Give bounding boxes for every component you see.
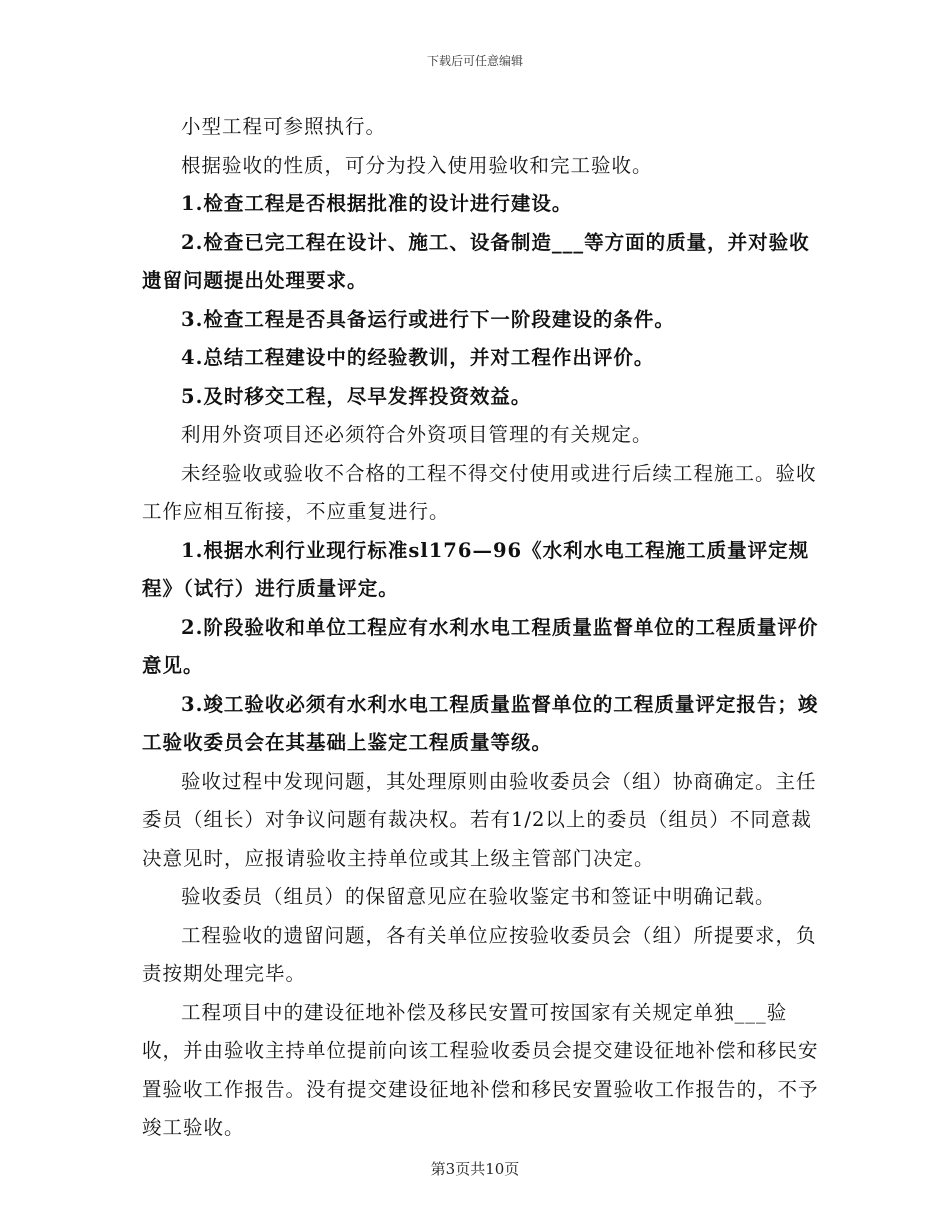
paragraph: 工程验收的遗留问题，各有关单位应按验收委员会（组）所提要求，负责按期处理完毕。: [142, 923, 817, 985]
list-item: 2.检查已完工程在设计、施工、设备制造___等方面的质量，并对验收遗留问题提出处理要求。: [142, 230, 810, 292]
paragraph: 验收过程中发现问题，其处理原则由验收委员会（组）协商确定。主任委员（组长）对争议问题有裁决权。若有1/2以上的委员（组员）不同意裁决意见时，应报请验收主持单位或其上级主管部门决定。: [142, 769, 817, 870]
paragraph: 根据验收的性质，可分为投入使用验收和完工验收。: [181, 153, 653, 177]
list-item: 1.检查工程是否根据批准的设计进行建设。: [181, 192, 573, 215]
page-header: 下载后可任意编辑: [426, 54, 523, 68]
paragraph: 利用外资项目还必须符合外资项目管理的有关规定。: [181, 423, 653, 446]
list-item: 1.根据水利行业现行标准sl176—96《水利水电工程施工质量评定规程》（试行）进行质量评定。: [142, 538, 810, 600]
paragraph: 小型工程可参照执行。: [181, 115, 387, 138]
page-number: 第3页共10页: [430, 1160, 520, 1178]
list-item: 3.竣工验收必须有水利水电工程质量监督单位的工程质量评定报告；竣工验收委员会在其基础上鉴定工程质量等级。: [142, 692, 819, 754]
list-item: 2.阶段验收和单位工程应有水利水电工程质量监督单位的工程质量评价意见。: [142, 615, 819, 677]
paragraph: 工程项目中的建设征地补偿及移民安置可按国家有关规定单独___验收，并由验收主持单位提前向该工程验收委员会提交建设征地补偿和移民安置验收工作报告。没有提交建设征地补偿和移民安置验收工作报告的，不予竣工验收。: [142, 1000, 819, 1139]
paragraph: 未经验收或验收不合格的工程不得交付使用或进行后续工程施工。验收工作应相互衔接，不应重复进行。: [142, 461, 817, 523]
list-item: 5.及时移交工程，尽早发挥投资效益。: [181, 384, 532, 408]
list-item: 4.总结工程建设中的经验教训，并对工程作出评价。: [181, 346, 655, 369]
list-item: 3.检查工程是否具备运行或进行下一阶段建设的条件。: [181, 307, 675, 331]
paragraph: 验收委员（组员）的保留意见应在验收鉴定书和签证中明确记载。: [181, 885, 776, 908]
document-body: [142, 108, 822, 1148]
